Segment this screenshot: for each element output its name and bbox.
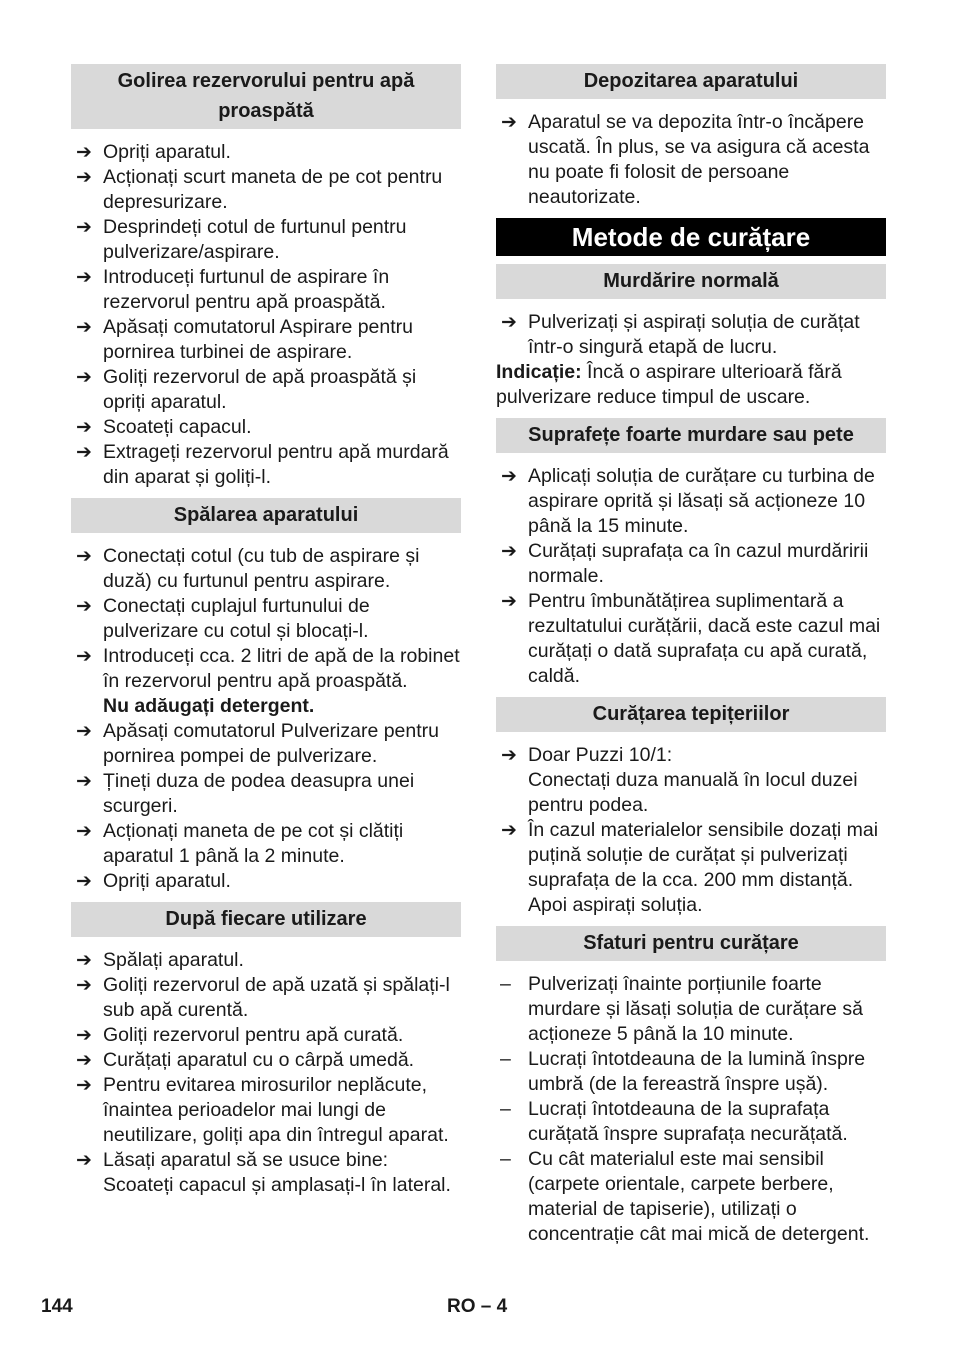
list-item: ➔ Curățați suprafața ca în cazul murdăririi normale. [501, 540, 869, 587]
right-column [496, 64, 886, 1255]
arrow-icon: ➔ [76, 142, 92, 163]
arrow-icon: ➔ [76, 367, 92, 388]
list-item: ➔ Introduceți furtunul de aspirare în rezervorul pentru apă proaspătă. [76, 266, 390, 313]
list-after-each-use [71, 948, 461, 1198]
section-heading-emptying-fresh-water-tank: Golirea rezervorului pentru apă proaspătă [71, 64, 461, 129]
list-item: ➔ Aparatul se va depozita într-o încăpere uscată. În plus, se va asigura că acesta nu poate fi folosit de persoane neautorizate. [501, 111, 870, 208]
arrow-icon: ➔ [501, 541, 517, 562]
arrow-icon: ➔ [76, 950, 92, 971]
section-heading-after-each-use: După fiecare utilizare [71, 902, 461, 937]
arrow-icon: ➔ [76, 771, 92, 792]
list-item: ➔ Scoateți capacul. [76, 416, 252, 438]
list-item: ➔ Introduceți cca. 2 litri de apă de la robinet în rezervorul pentru apă proaspătă. Nu adăugați detergent. [76, 645, 460, 717]
arrow-icon: ➔ [76, 871, 92, 892]
section-heading-upholstery-cleaning: Curățarea tepițeriilor [496, 697, 886, 732]
arrow-icon: ➔ [501, 312, 517, 333]
arrow-icon: ➔ [76, 975, 92, 996]
arrow-icon: ➔ [76, 1150, 92, 1171]
section-heading-heavily-soiled-surfaces: Suprafețe foarte murdare sau pete [496, 418, 886, 453]
dash-bullet-icon: – [500, 1048, 511, 1070]
arrow-icon: ➔ [501, 745, 517, 766]
list-item: ➔ Opriți aparatul. [76, 870, 231, 892]
list-normal-soiling [496, 310, 886, 360]
arrow-icon: ➔ [76, 1050, 92, 1071]
list-item: ➔ Acționați scurt maneta de pe cot pentru depresurizare. [76, 166, 443, 213]
arrow-icon: ➔ [76, 217, 92, 238]
section-heading-washing-appliance: Spălarea aparatului [71, 498, 461, 533]
list-item: ➔ Conectați cotul (cu tub de aspirare și duză) cu furtunul pentru aspirare. [76, 545, 420, 592]
arrow-icon: ➔ [76, 167, 92, 188]
list-item: – Lucrați întotdeauna de la lumină înspre umbră (de la fereastră înspre ușă). [500, 1048, 866, 1095]
list-cleaning-tips [496, 972, 886, 1247]
list-item: – Cu cât materialul este mai sensibil (carpete orientale, carpete berbere, material de tapiserie), utilizați o concentrație cât mai mică de detergent. [500, 1148, 870, 1245]
list-item: ➔ Goliți rezervorul pentru apă curată. [76, 1024, 404, 1046]
arrow-icon: ➔ [501, 591, 517, 612]
note [496, 360, 886, 410]
arrow-icon: ➔ [76, 596, 92, 617]
arrow-icon: ➔ [76, 267, 92, 288]
arrow-icon: ➔ [76, 417, 92, 438]
arrow-icon: ➔ [76, 1025, 92, 1046]
list-item: ➔ Doar Puzzi 10/1: Conectați duza manuală în locul duzei pentru podea. [501, 744, 858, 816]
list-item: ➔ Goliți rezervorul de apă proaspătă și opriți aparatul. [76, 366, 417, 413]
list-item: ➔ În cazul materialelor sensibile dozați mai puțină soluție de curățat și pulverizați suprafața de la cca. 200 mm distanță. Apoi aspirați soluția. [501, 819, 879, 916]
list-item: ➔ Spălați aparatul. [76, 949, 244, 971]
dash-bullet-icon: – [500, 973, 511, 995]
list-emptying-fresh-water-tank [71, 140, 461, 490]
list-item: ➔ Pentru îmbunătățirea suplimentară a rezultatului curățării, dacă este cazul mai curățați o dată suprafața cu apă curată, caldă. [501, 590, 881, 687]
list-item: ➔ Pentru evitarea mirosurilor neplăcute, înaintea perioadelor mai lungi de neutilizare, goliți apa din întregul aparat. [76, 1074, 449, 1146]
list-item: ➔ Apăsați comutatorul Pulverizare pentru pornirea pompei de pulverizare. [76, 720, 440, 767]
list-storing-appliance [496, 110, 886, 210]
list-item: ➔ Aplicați soluția de curățare cu turbina de aspirare oprită și lăsați să acționeze 10 până la 15 minute. [501, 465, 875, 537]
note-text: Încă o aspirare ulterioară fără pulverizare reduce timpul de uscare. [496, 361, 842, 408]
left-column [71, 64, 461, 1206]
arrow-icon: ➔ [501, 112, 517, 133]
list-item: ➔ Opriți aparatul. [76, 141, 231, 163]
list-heavily-soiled-surfaces [496, 464, 886, 689]
list-item: ➔ Curățați aparatul cu o cârpă umedă. [76, 1049, 415, 1071]
arrow-icon: ➔ [76, 1075, 92, 1096]
section-heading-cleaning-tips: Sfaturi pentru curățare [496, 926, 886, 961]
section-heading-normal-soiling: Murdărire normală [496, 264, 886, 299]
arrow-icon: ➔ [76, 317, 92, 338]
list-washing-appliance [71, 544, 461, 894]
list-item: ➔ Desprindeți cotul de furtunul pentru pulverizare/aspirare. [76, 216, 407, 263]
list-upholstery-cleaning [496, 743, 886, 918]
arrow-icon: ➔ [76, 442, 92, 463]
list-item: ➔ Pulverizați și aspirați soluția de curățat într-o singură etapă de lucru. [501, 311, 860, 358]
arrow-icon: ➔ [76, 546, 92, 567]
list-item: ➔ Apăsați comutatorul Aspirare pentru pornirea turbinei de aspirare. [76, 316, 414, 363]
list-item: ➔ Țineți duza de podea deasupra unei scurgeri. [76, 770, 415, 817]
arrow-icon: ➔ [501, 466, 517, 487]
arrow-icon: ➔ [76, 821, 92, 842]
arrow-icon: ➔ [76, 646, 92, 667]
list-item: – Lucrați întotdeauna de la suprafața curățată înspre suprafața necurățată. [500, 1098, 848, 1145]
page-number: 144 [41, 1296, 73, 1317]
dash-bullet-icon: – [500, 1148, 511, 1170]
list-item: – Pulverizați înainte porțiunile foarte murdare și lăsați soluția de curățare să acționeze 5 până la 10 minute. [500, 973, 863, 1045]
arrow-icon: ➔ [76, 721, 92, 742]
chapter-title: Metode de curățare [496, 218, 886, 256]
list-item: ➔ Lăsați aparatul să se usuce bine: Scoateți capacul și amplasați-l în lateral. [76, 1149, 451, 1196]
arrow-icon: ➔ [501, 820, 517, 841]
note-label: Indicație: [496, 361, 582, 383]
bold-warning: Nu adăugați detergent. [103, 695, 315, 717]
dash-bullet-icon: – [500, 1098, 511, 1120]
list-item: ➔ Extrageți rezervorul pentru apă murdară din aparat și goliți-l. [76, 441, 449, 488]
list-item: ➔ Goliți rezervorul de apă uzată și spălați-l sub apă curentă. [76, 974, 450, 1021]
list-item: ➔ Conectați cuplajul furtunului de pulverizare cu cotul și blocați-l. [76, 595, 370, 642]
section-heading-storing-appliance: Depozitarea aparatului [496, 64, 886, 99]
list-item: ➔ Acționați maneta de pe cot și clătiți aparatul 1 până la 2 minute. [76, 820, 404, 867]
page-language-code: RO – 4 [447, 1296, 508, 1317]
